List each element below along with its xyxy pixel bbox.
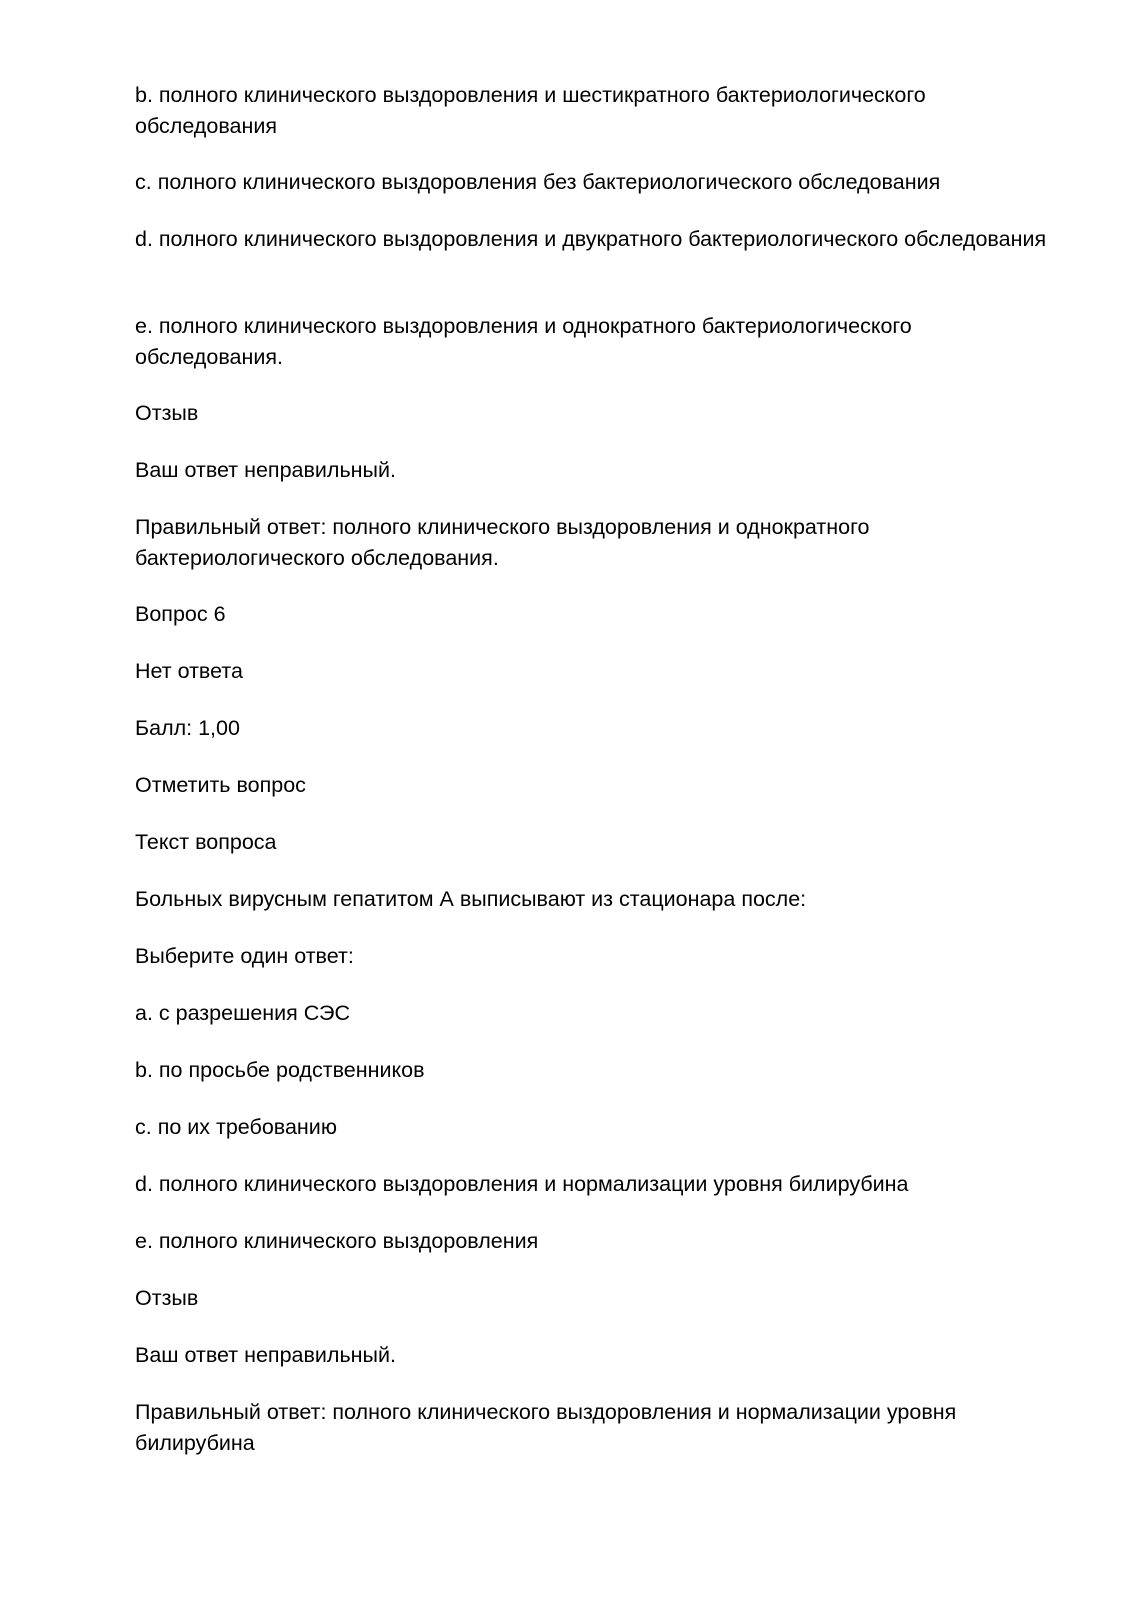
q6-flag-question[interactable]: Отметить вопрос (135, 773, 306, 797)
q6-feedback-result: Ваш ответ неправильный. (135, 1343, 396, 1367)
q6-question-text: Больных вирусным гепатитом А выписывают из стационара после: (135, 887, 807, 911)
q6-option-a: a. с разрешения СЭС (135, 1001, 351, 1025)
q6-feedback-label: Отзыв (135, 1286, 199, 1310)
q6-instruction: Выберите один ответ: (135, 944, 354, 968)
q5-option-d: d. полного клинического выздоровления и двукратного бактериологического обследования (135, 227, 1047, 251)
q5-correct-answer: Правильный ответ: полного клинического выздоровления и однократного бактериологического обследования. (135, 515, 870, 570)
q6-status: Нет ответа (135, 659, 243, 683)
q6-option-e: e. полного клинического выздоровления (135, 1229, 539, 1253)
q6-option-b: b. по просьбе родственников (135, 1058, 425, 1082)
q5-feedback-result: Ваш ответ неправильный. (135, 458, 396, 482)
q5-option-b: b. полного клинического выздоровления и шестикратного бактериологического обследования (135, 83, 926, 138)
q6-title: Вопрос 6 (135, 602, 226, 626)
q6-score: Балл: 1,00 (135, 716, 240, 740)
q5-option-c: c. полного клинического выздоровления без бактериологического обследования (135, 170, 941, 194)
q5-feedback-label: Отзыв (135, 401, 199, 425)
q6-option-d: d. полного клинического выздоровления и нормализации уровня билирубина (135, 1172, 909, 1196)
q5-option-e: e. полного клинического выздоровления и однократного бактериологического обследования. (135, 314, 912, 369)
q6-correct-answer: Правильный ответ: полного клинического выздоровления и нормализации уровня билирубина (135, 1400, 957, 1455)
q6-text-label: Текст вопроса (135, 830, 277, 854)
q6-option-c: c. по их требованию (135, 1115, 337, 1139)
